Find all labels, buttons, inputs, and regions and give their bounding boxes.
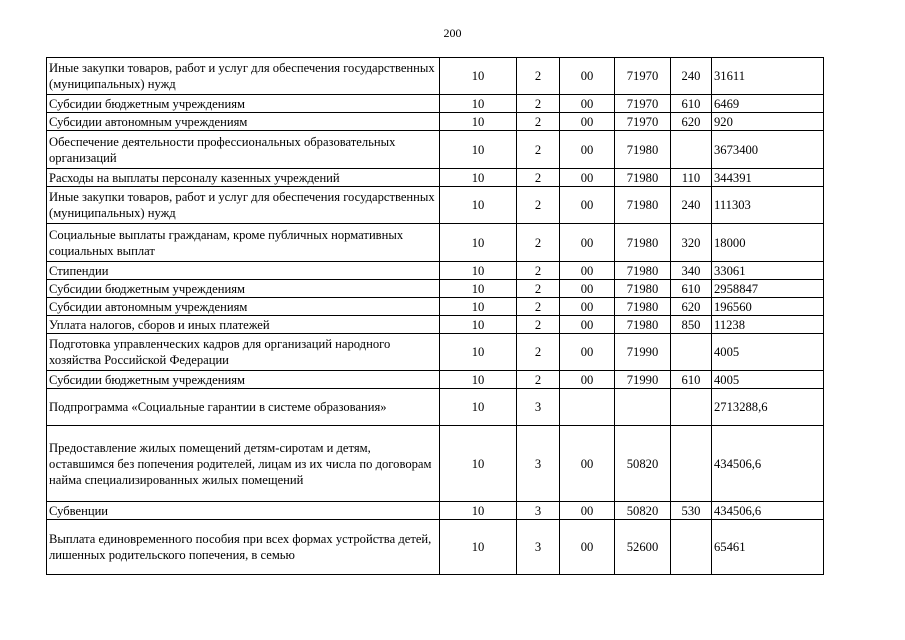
row-amount: 31611 bbox=[712, 58, 824, 95]
row-subsection: 3 bbox=[517, 502, 560, 520]
row-program: 00 bbox=[560, 131, 615, 169]
row-amount: 4005 bbox=[712, 371, 824, 389]
row-amount: 111303 bbox=[712, 187, 824, 224]
row-subsection: 2 bbox=[517, 280, 560, 298]
row-program: 00 bbox=[560, 58, 615, 95]
row-expense-type: 320 bbox=[671, 224, 712, 262]
row-program: 00 bbox=[560, 316, 615, 334]
row-section: 10 bbox=[440, 95, 517, 113]
row-name: Субсидии автономным учреждениям bbox=[47, 113, 440, 131]
row-name: Предоставление жилых помещений детям-сиротам и детям, оставшимся без попечения родителей, лицам из их числа по договорам найма специализированных жилых помещений bbox=[47, 426, 440, 502]
row-target-code: 71970 bbox=[615, 113, 671, 131]
row-expense-type bbox=[671, 426, 712, 502]
row-program: 00 bbox=[560, 334, 615, 371]
row-target-code: 71980 bbox=[615, 262, 671, 280]
table-row bbox=[47, 298, 824, 316]
row-section: 10 bbox=[440, 131, 517, 169]
row-amount: 196560 bbox=[712, 298, 824, 316]
row-expense-type: 240 bbox=[671, 58, 712, 95]
row-subsection: 3 bbox=[517, 389, 560, 426]
row-amount: 434506,6 bbox=[712, 426, 824, 502]
row-amount: 3673400 bbox=[712, 131, 824, 169]
table-row bbox=[47, 371, 824, 389]
row-section: 10 bbox=[440, 316, 517, 334]
row-subsection: 3 bbox=[517, 426, 560, 502]
row-subsection: 2 bbox=[517, 334, 560, 371]
row-target-code: 71990 bbox=[615, 371, 671, 389]
row-subsection: 2 bbox=[517, 262, 560, 280]
row-expense-type bbox=[671, 131, 712, 169]
table-row bbox=[47, 95, 824, 113]
row-amount: 920 bbox=[712, 113, 824, 131]
page-number: 200 bbox=[443, 26, 462, 40]
row-section: 10 bbox=[440, 520, 517, 575]
row-target-code: 71980 bbox=[615, 169, 671, 187]
row-section: 10 bbox=[440, 169, 517, 187]
row-program: 00 bbox=[560, 169, 615, 187]
budget-table bbox=[46, 57, 824, 575]
row-section: 10 bbox=[440, 502, 517, 520]
row-target-code: 71990 bbox=[615, 334, 671, 371]
row-name: Стипендии bbox=[47, 262, 440, 280]
row-subsection: 2 bbox=[517, 131, 560, 169]
row-name: Расходы на выплаты персоналу казенных учреждений bbox=[47, 169, 440, 187]
row-amount: 33061 bbox=[712, 262, 824, 280]
row-program: 00 bbox=[560, 520, 615, 575]
row-target-code: 52600 bbox=[615, 520, 671, 575]
table-row bbox=[47, 502, 824, 520]
row-expense-type: 620 bbox=[671, 298, 712, 316]
row-target-code: 71980 bbox=[615, 131, 671, 169]
row-program: 00 bbox=[560, 187, 615, 224]
row-section: 10 bbox=[440, 298, 517, 316]
table-row bbox=[47, 58, 824, 95]
row-expense-type: 240 bbox=[671, 187, 712, 224]
row-expense-type: 610 bbox=[671, 95, 712, 113]
row-program: 00 bbox=[560, 113, 615, 131]
row-program: 00 bbox=[560, 262, 615, 280]
table-row bbox=[47, 113, 824, 131]
row-program: 00 bbox=[560, 426, 615, 502]
row-section: 10 bbox=[440, 426, 517, 502]
row-name: Обеспечение деятельности профессиональных образовательных организаций bbox=[47, 131, 440, 169]
row-expense-type: 610 bbox=[671, 371, 712, 389]
row-expense-type: 610 bbox=[671, 280, 712, 298]
row-name: Иные закупки товаров, работ и услуг для обеспечения государственных (муниципальных) нужд bbox=[47, 187, 440, 224]
row-expense-type bbox=[671, 520, 712, 575]
row-program: 00 bbox=[560, 371, 615, 389]
row-target-code: 71980 bbox=[615, 298, 671, 316]
row-name: Выплата единовременного пособия при всех формах устройства детей, лишенных родительского попечения, в семью bbox=[47, 520, 440, 575]
row-subsection: 2 bbox=[517, 58, 560, 95]
row-amount: 344391 bbox=[712, 169, 824, 187]
row-amount: 2713288,6 bbox=[712, 389, 824, 426]
table-row bbox=[47, 334, 824, 371]
row-amount: 65461 bbox=[712, 520, 824, 575]
table-row bbox=[47, 262, 824, 280]
row-name: Уплата налогов, сборов и иных платежей bbox=[47, 316, 440, 334]
row-expense-type: 340 bbox=[671, 262, 712, 280]
row-subsection: 2 bbox=[517, 316, 560, 334]
row-program: 00 bbox=[560, 224, 615, 262]
row-program bbox=[560, 389, 615, 426]
row-name: Подготовка управленческих кадров для организаций народного хозяйства Российской Федерации bbox=[47, 334, 440, 371]
table-row bbox=[47, 280, 824, 298]
row-section: 10 bbox=[440, 389, 517, 426]
row-amount: 11238 bbox=[712, 316, 824, 334]
row-subsection: 2 bbox=[517, 95, 560, 113]
row-section: 10 bbox=[440, 187, 517, 224]
row-section: 10 bbox=[440, 224, 517, 262]
row-name: Субсидии бюджетным учреждениям bbox=[47, 280, 440, 298]
row-target-code: 71980 bbox=[615, 280, 671, 298]
row-target-code: 71980 bbox=[615, 187, 671, 224]
row-amount: 2958847 bbox=[712, 280, 824, 298]
row-name: Субсидии бюджетным учреждениям bbox=[47, 95, 440, 113]
row-target-code bbox=[615, 389, 671, 426]
table-row bbox=[47, 389, 824, 426]
row-section: 10 bbox=[440, 334, 517, 371]
row-name: Подпрограмма «Социальные гарантии в системе образования» bbox=[47, 389, 440, 426]
row-subsection: 2 bbox=[517, 113, 560, 131]
row-section: 10 bbox=[440, 280, 517, 298]
row-program: 00 bbox=[560, 280, 615, 298]
table-row bbox=[47, 169, 824, 187]
row-target-code: 50820 bbox=[615, 502, 671, 520]
row-expense-type bbox=[671, 334, 712, 371]
row-subsection: 3 bbox=[517, 520, 560, 575]
row-expense-type: 530 bbox=[671, 502, 712, 520]
row-expense-type bbox=[671, 389, 712, 426]
row-subsection: 2 bbox=[517, 224, 560, 262]
row-amount: 434506,6 bbox=[712, 502, 824, 520]
row-target-code: 71970 bbox=[615, 95, 671, 113]
row-target-code: 71970 bbox=[615, 58, 671, 95]
row-program: 00 bbox=[560, 95, 615, 113]
row-section: 10 bbox=[440, 58, 517, 95]
row-amount: 18000 bbox=[712, 224, 824, 262]
table-row bbox=[47, 316, 824, 334]
row-name: Субсидии автономным учреждениям bbox=[47, 298, 440, 316]
row-amount: 4005 bbox=[712, 334, 824, 371]
row-subsection: 2 bbox=[517, 169, 560, 187]
row-program: 00 bbox=[560, 502, 615, 520]
row-subsection: 2 bbox=[517, 187, 560, 224]
row-target-code: 71980 bbox=[615, 316, 671, 334]
row-name: Социальные выплаты гражданам, кроме публичных нормативных социальных выплат bbox=[47, 224, 440, 262]
row-name: Иные закупки товаров, работ и услуг для обеспечения государственных (муниципальных) нужд bbox=[47, 58, 440, 95]
row-section: 10 bbox=[440, 113, 517, 131]
row-expense-type: 850 bbox=[671, 316, 712, 334]
row-name: Субвенции bbox=[47, 502, 440, 520]
table-row bbox=[47, 187, 824, 224]
row-section: 10 bbox=[440, 262, 517, 280]
table-row bbox=[47, 224, 824, 262]
row-target-code: 50820 bbox=[615, 426, 671, 502]
row-subsection: 2 bbox=[517, 371, 560, 389]
row-program: 00 bbox=[560, 298, 615, 316]
row-amount: 6469 bbox=[712, 95, 824, 113]
row-expense-type: 620 bbox=[671, 113, 712, 131]
table-row bbox=[47, 131, 824, 169]
row-target-code: 71980 bbox=[615, 224, 671, 262]
table-row bbox=[47, 520, 824, 575]
table-row bbox=[47, 426, 824, 502]
row-section: 10 bbox=[440, 371, 517, 389]
row-subsection: 2 bbox=[517, 298, 560, 316]
row-expense-type: 110 bbox=[671, 169, 712, 187]
row-name: Субсидии бюджетным учреждениям bbox=[47, 371, 440, 389]
